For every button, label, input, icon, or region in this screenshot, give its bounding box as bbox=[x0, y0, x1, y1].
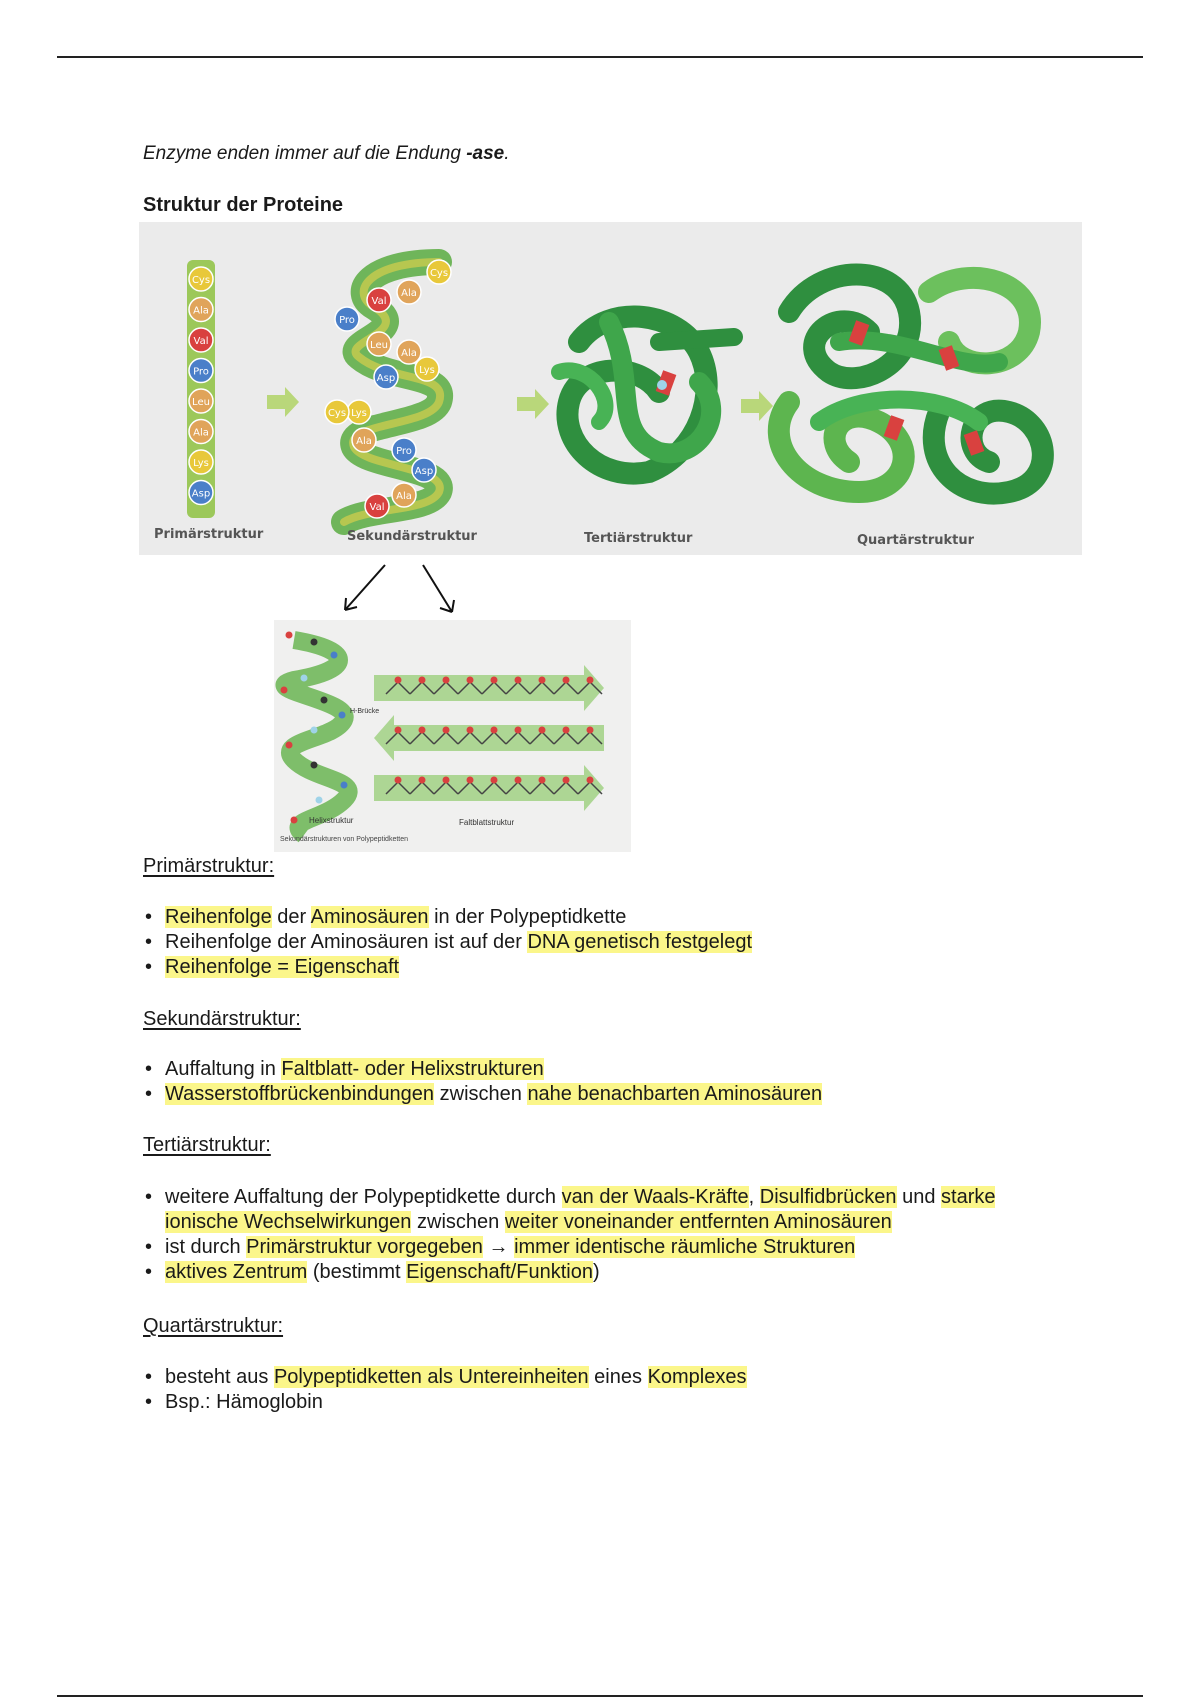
tertiary-structure-list bbox=[143, 1185, 1073, 1285]
text-segment: , bbox=[748, 1186, 760, 1208]
text-segment: Bsp.: Hämoglobin bbox=[165, 1391, 323, 1413]
highlighted-text: Eigenschaft/Funktion bbox=[406, 1261, 593, 1283]
atom bbox=[587, 677, 594, 684]
atom bbox=[443, 727, 450, 734]
text-segment: Reihenfolge der Aminosäuren ist auf der bbox=[165, 931, 528, 953]
highlighted-text: nahe benachbarten Aminosäuren bbox=[527, 1083, 823, 1105]
arrow-3 bbox=[741, 391, 773, 421]
text-segment: → bbox=[482, 1236, 515, 1258]
atom bbox=[395, 727, 402, 734]
atom bbox=[311, 727, 318, 734]
label-quaternary: Quartärstruktur bbox=[857, 533, 975, 548]
atom bbox=[316, 797, 323, 804]
top-rule bbox=[57, 56, 1143, 58]
handdrawn-arrows bbox=[330, 560, 470, 620]
amino-acid-label: Ala bbox=[356, 436, 372, 447]
atom bbox=[301, 675, 308, 682]
label-secondary: Sekundärstruktur bbox=[347, 529, 477, 544]
list-item bbox=[143, 1365, 747, 1390]
atom bbox=[467, 727, 474, 734]
quaternary-protein bbox=[779, 275, 1043, 494]
amino-acid-label: Lys bbox=[351, 408, 367, 419]
amino-acid-label: Leu bbox=[192, 397, 210, 408]
quaternary-structure-list bbox=[143, 1365, 747, 1415]
atom bbox=[311, 639, 318, 646]
arrow-right-down bbox=[423, 565, 454, 612]
text-segment: der bbox=[271, 906, 311, 928]
atom bbox=[419, 677, 426, 684]
tertiary-protein bbox=[559, 317, 734, 474]
atom bbox=[311, 762, 318, 769]
intro-sentence: Enzyme enden immer auf die Endung -ase. bbox=[143, 143, 510, 164]
atom bbox=[515, 777, 522, 784]
highlighted-text: Primärstruktur vorgegeben bbox=[246, 1236, 483, 1258]
inset-sheet-label: Faltblattstruktur bbox=[459, 818, 515, 827]
atom bbox=[467, 677, 474, 684]
primary-structure-list bbox=[143, 905, 752, 980]
amino-acid-label: Val bbox=[193, 336, 209, 347]
atom bbox=[563, 777, 570, 784]
highlighted-text: van der Waals-Kräfte bbox=[561, 1186, 749, 1208]
atom bbox=[395, 677, 402, 684]
highlighted-text: starke ionische Wechselwirkungen bbox=[165, 1186, 996, 1233]
amino-acid-label: Asp bbox=[191, 488, 211, 500]
highlighted-text: aktives Zentrum bbox=[165, 1261, 308, 1283]
atom bbox=[491, 777, 498, 784]
secondary-structure-list bbox=[143, 1057, 822, 1107]
atom bbox=[321, 697, 328, 704]
list-item bbox=[143, 1260, 1073, 1285]
list-item bbox=[143, 905, 752, 930]
atom bbox=[491, 677, 498, 684]
tertiary-structure-title: Tertiärstruktur: bbox=[143, 1134, 271, 1156]
label-primary: Primärstruktur bbox=[154, 527, 264, 542]
atom bbox=[331, 652, 338, 659]
atom bbox=[587, 777, 594, 784]
atom bbox=[443, 677, 450, 684]
arrow-left-down bbox=[345, 565, 385, 610]
amino-acid-label: Cys bbox=[429, 268, 449, 279]
inset-helix-label: Helixstruktur bbox=[309, 816, 354, 825]
amino-acid-label: Ala bbox=[401, 348, 417, 359]
amino-acid-label: Val bbox=[371, 296, 387, 307]
bottom-rule bbox=[57, 1695, 1143, 1697]
inset-bridge-label: H-Brücke bbox=[350, 708, 380, 715]
text-segment: besteht aus bbox=[165, 1366, 274, 1388]
label-tertiary: Tertiärstruktur bbox=[584, 531, 693, 546]
secondary-helix-ribbon bbox=[344, 262, 440, 522]
arrow-2 bbox=[517, 389, 549, 419]
text-segment: und bbox=[896, 1186, 942, 1208]
text-segment: (bestimmt bbox=[307, 1261, 407, 1283]
list-item bbox=[143, 1082, 822, 1107]
atom bbox=[419, 777, 426, 784]
amino-acid-label: Pro bbox=[339, 315, 355, 326]
atom bbox=[286, 742, 293, 749]
highlighted-text: weiter voneinander entfernten Aminosäuren bbox=[504, 1211, 892, 1233]
amino-acid-label: Ala bbox=[401, 288, 417, 299]
atom bbox=[539, 727, 546, 734]
atom bbox=[339, 712, 346, 719]
atom bbox=[281, 687, 288, 694]
amino-acid-label: Lys bbox=[193, 458, 209, 469]
amino-acid-label: Asp bbox=[414, 466, 434, 477]
protein-structure-illustration bbox=[139, 222, 1082, 555]
amino-acid-label: Pro bbox=[193, 366, 209, 378]
atom bbox=[563, 727, 570, 734]
highlighted-text: Polypeptidketten als Untereinheiten bbox=[273, 1366, 589, 1388]
atom bbox=[341, 782, 348, 789]
inset-caption: Sekundärstrukturen von Polypeptidketten bbox=[280, 836, 409, 843]
text-segment: zwischen bbox=[434, 1083, 528, 1105]
highlighted-text: immer identische räumliche Strukturen bbox=[514, 1236, 856, 1258]
amino-acid-label: Ala bbox=[396, 491, 412, 502]
atom bbox=[291, 817, 298, 824]
list-item bbox=[143, 930, 752, 955]
list-item bbox=[143, 1185, 1073, 1235]
amino-acid-label: Val bbox=[369, 502, 385, 513]
text-segment: zwischen bbox=[411, 1211, 505, 1233]
atom bbox=[395, 777, 402, 784]
atom bbox=[443, 777, 450, 784]
atom bbox=[491, 727, 498, 734]
amino-acid-label: Cys bbox=[327, 408, 347, 419]
text-segment: Auffaltung in bbox=[165, 1058, 282, 1080]
atom bbox=[539, 777, 546, 784]
list-item bbox=[143, 1235, 1073, 1260]
highlighted-text: Reihenfolge bbox=[165, 906, 272, 928]
amino-acid-label: Leu bbox=[370, 340, 388, 351]
highlighted-text: DNA genetisch festgelegt bbox=[527, 931, 753, 953]
arrow-1 bbox=[267, 387, 299, 417]
list-item bbox=[143, 1057, 822, 1082]
amino-acid-label: Ala bbox=[193, 427, 209, 439]
list-item bbox=[143, 1390, 747, 1415]
amino-acid-label: Ala bbox=[193, 305, 209, 317]
quaternary-structure-title: Quartärstruktur: bbox=[143, 1315, 284, 1337]
text-segment: weitere Auffaltung der Polypeptidkette durch bbox=[165, 1186, 562, 1208]
highlighted-text: Faltblatt- oder Helixstrukturen bbox=[281, 1058, 544, 1080]
amino-acid-label: Lys bbox=[419, 365, 435, 376]
protein-structure-figure bbox=[139, 222, 1082, 555]
secondary-structure-inset bbox=[274, 620, 631, 852]
inset-helix bbox=[285, 640, 349, 835]
atom bbox=[286, 632, 293, 639]
text-segment: in der Polypeptidkette bbox=[428, 906, 627, 928]
text-segment: eines bbox=[588, 1366, 648, 1388]
highlighted-text: Komplexes bbox=[647, 1366, 747, 1388]
atom bbox=[467, 777, 474, 784]
text-segment: ) bbox=[592, 1261, 600, 1283]
atom bbox=[515, 727, 522, 734]
atom bbox=[563, 677, 570, 684]
text-segment: ist durch bbox=[165, 1236, 247, 1258]
atom bbox=[515, 677, 522, 684]
highlighted-text: Disulfidbrücken bbox=[759, 1186, 897, 1208]
primary-structure-title: Primärstruktur: bbox=[143, 855, 275, 877]
atom bbox=[419, 727, 426, 734]
amino-acid-label: Asp bbox=[376, 373, 396, 384]
atom bbox=[587, 727, 594, 734]
amino-acid-label: Cys bbox=[191, 275, 211, 286]
highlighted-text: Wasserstoffbrückenbindungen bbox=[165, 1083, 435, 1105]
atom bbox=[539, 677, 546, 684]
section-heading: Struktur der Proteine bbox=[143, 194, 344, 216]
amino-acid-label: Pro bbox=[396, 446, 412, 457]
highlighted-text: Aminosäuren bbox=[310, 906, 429, 928]
list-item bbox=[143, 955, 752, 980]
secondary-structure-title: Sekundärstruktur: bbox=[143, 1008, 301, 1030]
highlighted-text: Reihenfolge = Eigenschaft bbox=[165, 956, 400, 978]
